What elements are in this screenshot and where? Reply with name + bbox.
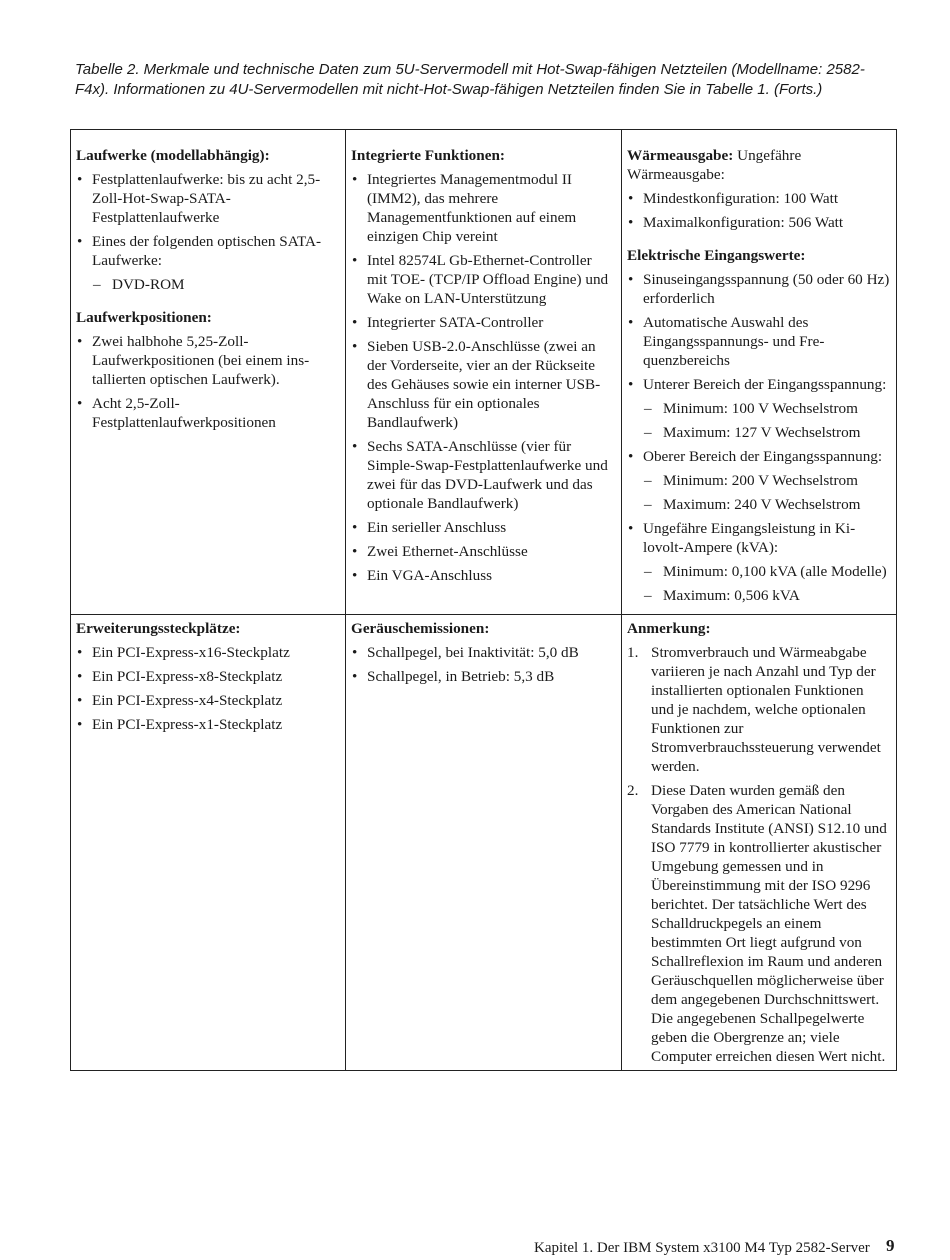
integrated-functions-heading: Integrierte Funktionen: xyxy=(351,147,505,164)
list-item: – Maximum: 240 V Wechselstrom xyxy=(627,495,890,514)
list-item: – Maximum: 0,506 kVA xyxy=(627,586,890,605)
list-item: – Minimum: 100 V Wechselstrom xyxy=(627,399,890,418)
list-item: • Intel 82574L Gb-Ethernet-Controller mit TOE- (TCP/IP Offload Engine) und Wake on LAN-Unterstützung xyxy=(351,251,615,308)
notes-heading: Anmerkung: xyxy=(627,620,711,637)
lower-range-sublist xyxy=(627,399,890,442)
heat-electrical-cell xyxy=(622,130,897,615)
list-item xyxy=(627,781,890,1066)
heat-output-paragraph xyxy=(627,146,890,184)
list-item: • Ungefähre Eingangsleistung in Kilovolt-Ampere (kVA): – Minimum: 0,100 kVA (alle Modelle) – Maximum: 0,506 kVA xyxy=(627,519,890,605)
page-number: 9 xyxy=(886,1236,895,1255)
list-item: • Eines der folgenden optischen SATA-Laufwerke: – DVD-ROM xyxy=(76,232,339,294)
list-item: • Schallpegel, in Betrieb: 5,3 dB xyxy=(351,667,615,686)
list-item: • Maximalkonfiguration: 506 Watt xyxy=(627,213,890,232)
expansion-slots-cell xyxy=(71,615,346,1071)
expansion-slots-heading: Erweiterungssteckplätze: xyxy=(76,620,241,637)
note-number: 2. xyxy=(627,782,639,799)
list-item: • Ein PCI-Express-x4-Steckplatz xyxy=(76,691,339,710)
list-item: – Minimum: 0,100 kVA (alle Modelle) xyxy=(627,562,890,581)
list-item: • Schallpegel, bei Inaktivität: 5,0 dB xyxy=(351,643,615,662)
table-caption: Tabelle 2. Merkmale und technische Daten zum 5U-Servermodell mit Hot-Swap-fähigen Netzteilen (Modellname: 2582-F4x). Informationen zu 4U-Servermodellen mit nicht-Hot-Swap-fähigen Netzteilen finden Sie in Tabelle 1. (Forts.) xyxy=(75,61,865,98)
drive-bays-heading: Laufwerkpositionen: xyxy=(76,309,212,326)
electrical-input-heading: Elektrische Eingangswerte: xyxy=(627,247,806,264)
list-item: – Maximum: 127 V Wechselstrom xyxy=(627,423,890,442)
list-item: • Acht 2,5-Zoll-Festplattenlaufwerkpositionen xyxy=(76,394,339,432)
drives-heading: Laufwerke (modellabhängig): xyxy=(76,147,270,164)
integrated-functions-list xyxy=(351,170,615,585)
spec-table xyxy=(70,129,897,1071)
heat-output-text: Ungefähre Wärmeausgabe: xyxy=(627,147,802,183)
list-item: • Automatische Auswahl des Eingangsspannungs- und Frequenzbereichs xyxy=(627,313,890,370)
list-item: • Ein serieller Anschluss xyxy=(351,518,615,537)
footer-chapter-title: Kapitel 1. Der IBM System x3100 M4 Typ 2582-Server xyxy=(534,1240,870,1256)
noise-emissions-cell xyxy=(346,615,622,1071)
list-item: – Minimum: 200 V Wechselstrom xyxy=(627,471,890,490)
heat-output-list xyxy=(627,189,890,232)
list-item: • Ein PCI-Express-x1-Steckplatz xyxy=(76,715,339,734)
heat-output-label: Wärmeausgabe: xyxy=(627,147,734,164)
list-item: • Sinuseingangsspannung (50 oder 60 Hz) erforderlich xyxy=(627,270,890,308)
noise-emissions-heading: Geräuschemissionen: xyxy=(351,620,490,637)
table-row xyxy=(71,130,897,615)
integrated-functions-cell xyxy=(346,130,622,615)
list-item xyxy=(627,643,890,776)
drives-list xyxy=(76,170,339,294)
list-item: • Unterer Bereich der Eingangsspannung: – Minimum: 100 V Wechselstrom – Maximum: 127 V Wechselstrom xyxy=(627,375,890,442)
kva-sublist xyxy=(627,562,890,605)
optical-drive-sublist xyxy=(76,275,339,294)
list-item: • Ein PCI-Express-x8-Steckplatz xyxy=(76,667,339,686)
list-item: – DVD-ROM xyxy=(76,275,339,294)
list-item: • Ein VGA-Anschluss xyxy=(351,566,615,585)
list-item: • Mindestkonfiguration: 100 Watt xyxy=(627,189,890,208)
noise-emissions-list xyxy=(351,643,615,686)
upper-range-sublist xyxy=(627,471,890,514)
list-item: • Zwei halbhohe 5,25-Zoll-Laufwerkpositionen (bei einem installierten optischen Laufwerk). xyxy=(76,332,339,389)
list-item: • Sieben USB-2.0-Anschlüsse (zwei an der Vorderseite, vier an der Rückseite des Gehäuses sowie ein interner USB-Anschluss für ein optionales Bandlaufwerk) xyxy=(351,337,615,432)
list-item: • Integriertes Managementmodul II (IMM2), das mehrere Managementfunktionen auf einem einzigen Chip vereint xyxy=(351,170,615,246)
drives-cell xyxy=(71,130,346,615)
list-item: • Festplattenlaufwerke: bis zu acht 2,5-Zoll-Hot-Swap-SATA-Festplattenlaufwerke xyxy=(76,170,339,227)
list-item: • Integrierter SATA-Controller xyxy=(351,313,615,332)
list-item: • Ein PCI-Express-x16-Steckplatz xyxy=(76,643,339,662)
note-text: Stromverbrauch und Wärmeabgabe variieren je nach Anzahl und Typ der installierten optionalen Funktionen und je nachdem, welche optionalen Funktionen zur Stromverbrauchssteuerung verwendet werden. xyxy=(651,644,881,775)
notes-cell xyxy=(622,615,897,1071)
table-row xyxy=(71,615,897,1071)
electrical-input-list xyxy=(627,270,890,605)
drive-bays-list xyxy=(76,332,339,432)
note-text: Diese Daten wurden gemäß den Vorgaben des American National Standards Institute (ANSI) S12.10 und ISO 7779 in kontrollierter akustischer Umgebung gemessen und in Übereinstimmung mit der ISO 9296 berichtet. Der tatsächliche Wert des Schalldruckpegels an einem bestimmten Ort liegt aufgrund von Schallreflexion im Raum und anderen Geräuschquellen möglicherweise über dem angegebenen Durchschnittswert. Die angegebenen Schallpegelwerte geben die Obergrenze an; viele Computer erreichen diesen Wert nicht. xyxy=(651,782,887,1065)
expansion-slots-list xyxy=(76,643,339,734)
list-item: • Sechs SATA-Anschlüsse (vier für Simple-Swap-Festplattenlaufwerke und zwei für das DVD-Laufwerk und das optionale Bandlaufwerk) xyxy=(351,437,615,513)
list-item: • Zwei Ethernet-Anschlüsse xyxy=(351,542,615,561)
note-number: 1. xyxy=(627,644,639,661)
list-item: • Oberer Bereich der Eingangsspannung: – Minimum: 200 V Wechselstrom – Maximum: 240 V Wechselstrom xyxy=(627,447,890,514)
notes-list xyxy=(627,643,890,1066)
